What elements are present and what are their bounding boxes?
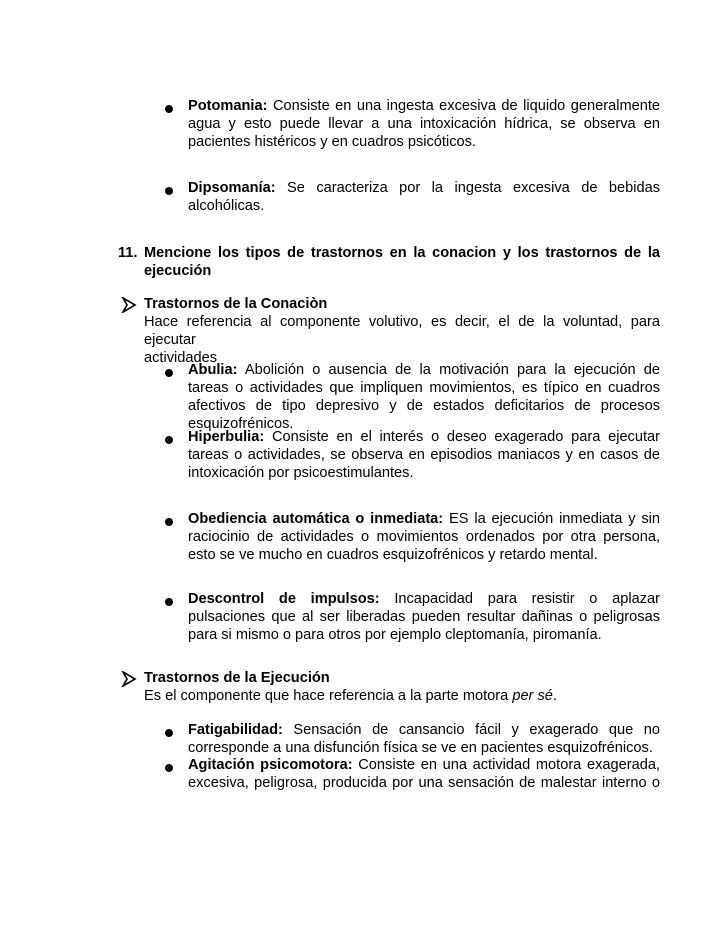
question-line-1: Mencione los tipos de trastornos en la conacion y los trastornos de la [144,245,660,261]
item-term: Potomania: [188,98,268,114]
bullet-icon [165,598,173,606]
item-hiperbulia [188,429,660,483]
section-intro-line-2: actividades [144,349,218,366]
question-number: 11. [118,245,138,261]
item-text: Incapacidad para resistir o aplazar pulsaciones que al ser liberadas pueden resultar dañinas o peligrosas para si mismo o para otros por ejemplo cleptomanía, piromanía. [188,591,660,643]
section-intro-italic: per sé [512,687,553,704]
bullet-icon [165,105,173,113]
item-term: Abulia: [188,362,238,378]
arrow-bullet-icon [121,671,137,687]
item-text: Se caracteriza por la ingesta excesiva de bebidas alcohólicas. [188,180,660,214]
item-term: Hiperbulia: [188,429,265,445]
item-dipsomania [188,180,660,216]
question-11 [118,245,660,281]
item-text: Consiste en una actividad motora exagerada, excesiva, peligrosa, producida por una sensación de malestar interno o [188,757,660,791]
section-intro: Es el componente que hace referencia a la parte motora [144,687,509,704]
item-text: Consiste en una ingesta excesiva de liquido generalmente agua y esto puede llevar a una intoxicación hídrica, se observa en pacientes histéricos y en cuadros psicóticos. [188,98,661,150]
item-term: Fatigabilidad: [188,722,283,738]
item-term: Descontrol de impulsos: [188,591,380,607]
bullet-icon [165,436,173,444]
section-intro-line-1: Hace referencia al componente volutivo, es decir, el de la voluntad, para ejecutar [144,313,660,348]
item-text: ES la ejecución inmediata y sin raciocinio de actividades o movimientos ordenados por otra persona, esto se ve mucho en cuadros esquizofrénicos y retardo mental. [188,511,660,563]
bullet-icon [165,187,173,195]
section-title: Trastornos de la Ejecución [144,670,330,686]
item-text: Sensación de cansancio fácil y exagerado que no corresponde a una disfunción física se ve en pacientes esquizofrénicos. [188,722,660,756]
item-potomania [188,98,660,152]
bullet-icon [165,369,173,377]
item-abulia [188,362,660,434]
section-intro-end: . [552,687,557,704]
item-term: Obediencia automática o inmediata: [188,511,444,527]
item-term: Dipsomanía: [188,180,276,196]
section-ejecucion [144,670,660,706]
arrow-bullet-icon [121,297,137,313]
section-title: Trastornos de la Conaciòn [144,296,328,312]
item-text: Consiste en el interés o deseo exagerado para ejecutar tareas o actividades, se observa en episodios maniacos y en casos de intoxicación por psicoestimulantes. [188,429,661,481]
item-fatigabilidad [188,722,660,758]
item-obediencia [188,511,660,565]
bullet-icon [165,764,173,772]
bullet-icon [165,729,173,737]
item-text: Abolición o ausencia de la motivación para la ejecución de tareas o actividades que impliquen movimientos, es típico en cuadros afectivos de tipo depresivo y de estados deficitarios de procesos esquizofrénicos. [188,362,660,432]
section-conacion [144,296,660,368]
item-agitacion [188,757,660,793]
bullet-icon [165,518,173,526]
item-descontrol [188,591,660,645]
item-term: Agitación psicomotora: [188,757,353,773]
question-line-2: ejecución [144,262,212,279]
